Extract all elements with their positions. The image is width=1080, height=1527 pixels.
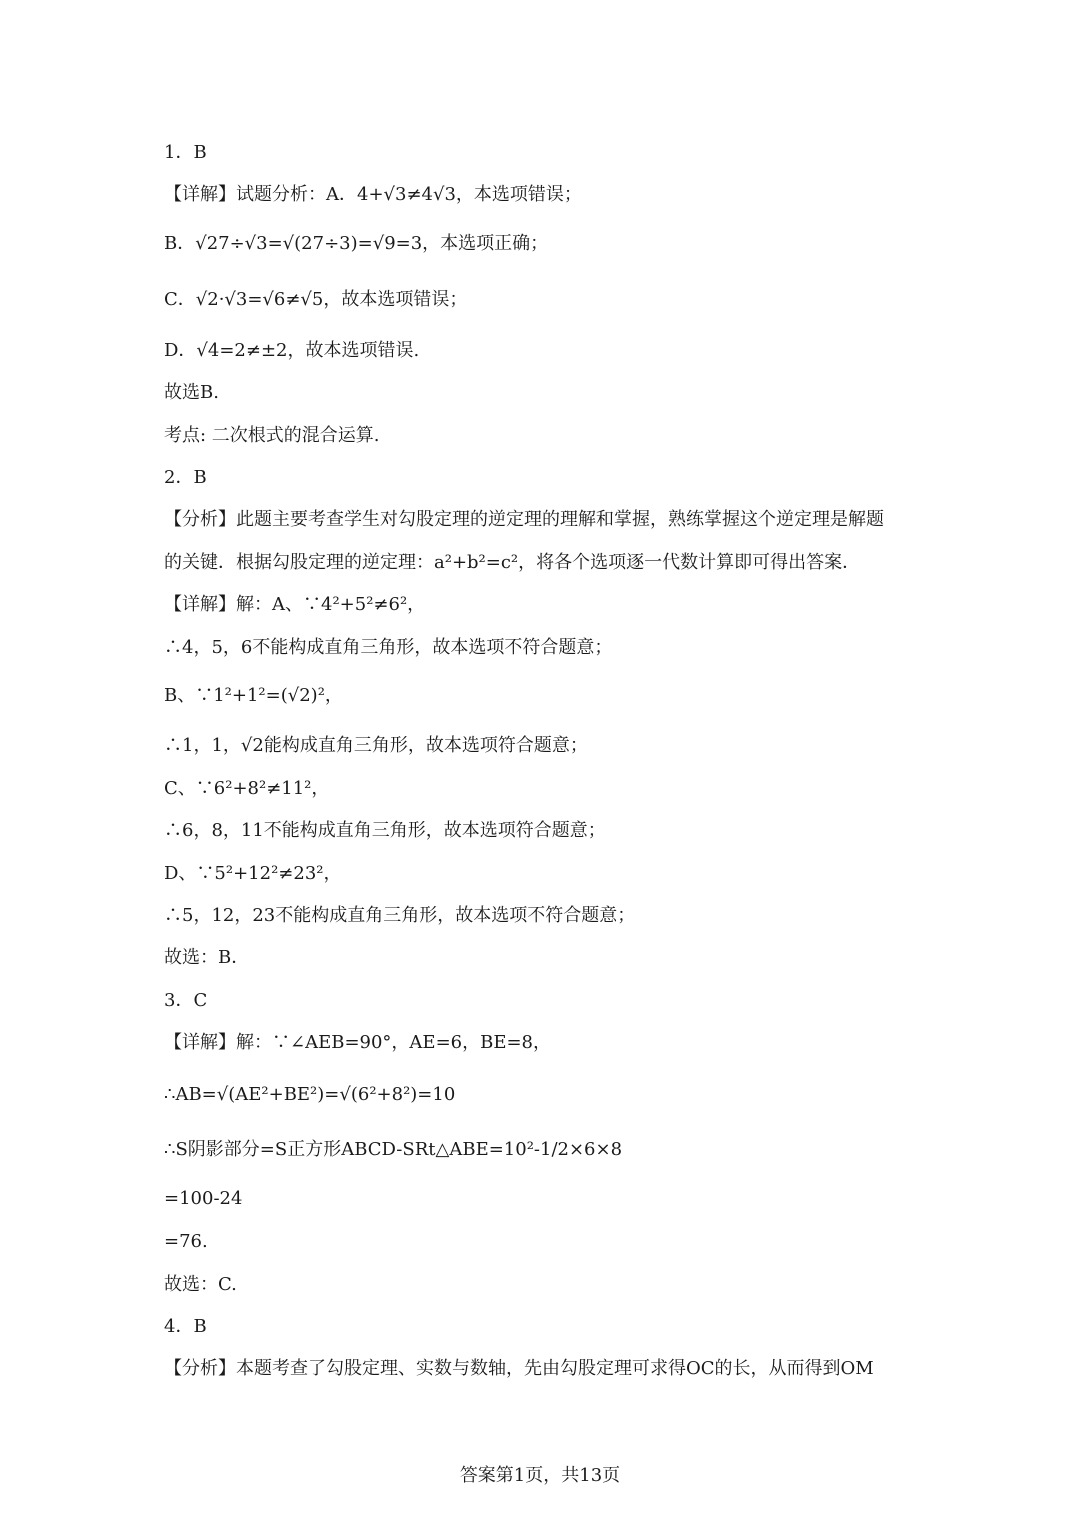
answer-3-detail: 【详解】解：∵∠AEB=90°，AE=6，BE=8， — [164, 1032, 552, 1053]
answer-1-heading: 1．B — [164, 142, 207, 163]
answer-1-option-d: D．√4=2≠±2，故本选项错误. — [164, 340, 420, 361]
answer-2-analysis-line-1: 【分析】此题主要考查学生对勾股定理的逆定理的理解和掌握，熟练掌握这个逆定理是解题 — [164, 509, 884, 530]
answer-2-heading: 2．B — [164, 467, 207, 488]
answer-4-heading: 4．B — [164, 1316, 207, 1337]
answer-1-option-b: B．√27÷√3=√(27÷3)=√9=3，本选项正确； — [164, 233, 549, 254]
answer-1-detail-a: 【详解】试题分析：A．4+√3≠4√3，本选项错误； — [164, 184, 582, 205]
answer-1-choice: 故选B. — [164, 382, 219, 403]
answer-2-conclusion-d: ∴5，12，23不能构成直角三角形，故本选项不符合题意； — [164, 905, 636, 926]
answer-2-conclusion-b: ∴1，1，√2能构成直角三角形，故本选项符合题意； — [164, 735, 588, 756]
page-footer: 答案第1页，共13页 — [459, 1465, 621, 1486]
answer-2-conclusion-a: ∴4，5，6不能构成直角三角形，故本选项不符合题意； — [164, 637, 613, 658]
answer-1-option-c: C．√2·√3=√6≠√5，故本选项错误； — [164, 289, 468, 310]
answer-2-analysis-line-2: 的关键．根据勾股定理的逆定理：a²+b²=c²，将各个选项逐一代数计算即可得出答案． — [164, 552, 861, 573]
answer-1-topic: 考点: 二次根式的混合运算. — [164, 425, 380, 446]
answer-3-ab-length: ∴AB=√(AE²+BE²)=√(6²+8²)=10 — [164, 1084, 456, 1105]
answer-2-detail-a: 【详解】解：A、∵4²+5²≠6²， — [164, 594, 426, 615]
answer-4-analysis: 【分析】本题考查了勾股定理、实数与数轴，先由勾股定理可求得OC的长，从而得到OM — [164, 1358, 874, 1379]
answer-3-step-1: =100-24 — [164, 1188, 243, 1209]
answer-3-step-2: =76. — [164, 1231, 208, 1252]
answer-2-detail-c: C、∵6²+8²≠11²， — [164, 778, 330, 799]
answer-2-conclusion-c: ∴6，8，11不能构成直角三角形，故本选项符合题意； — [164, 820, 606, 841]
answer-2-choice: 故选：B． — [164, 947, 250, 968]
answer-3-area-formula: ∴S阴影部分=S正方形ABCD-SRt△ABE=10²-1/2×6×8 — [164, 1139, 623, 1160]
answer-2-detail-b: B、∵1²+1²=(√2)²， — [164, 685, 343, 706]
answer-2-detail-d: D、∵5²+12²≠23²， — [164, 863, 342, 884]
answer-3-choice: 故选：C. — [164, 1274, 237, 1295]
answer-3-heading: 3．C — [164, 990, 208, 1011]
